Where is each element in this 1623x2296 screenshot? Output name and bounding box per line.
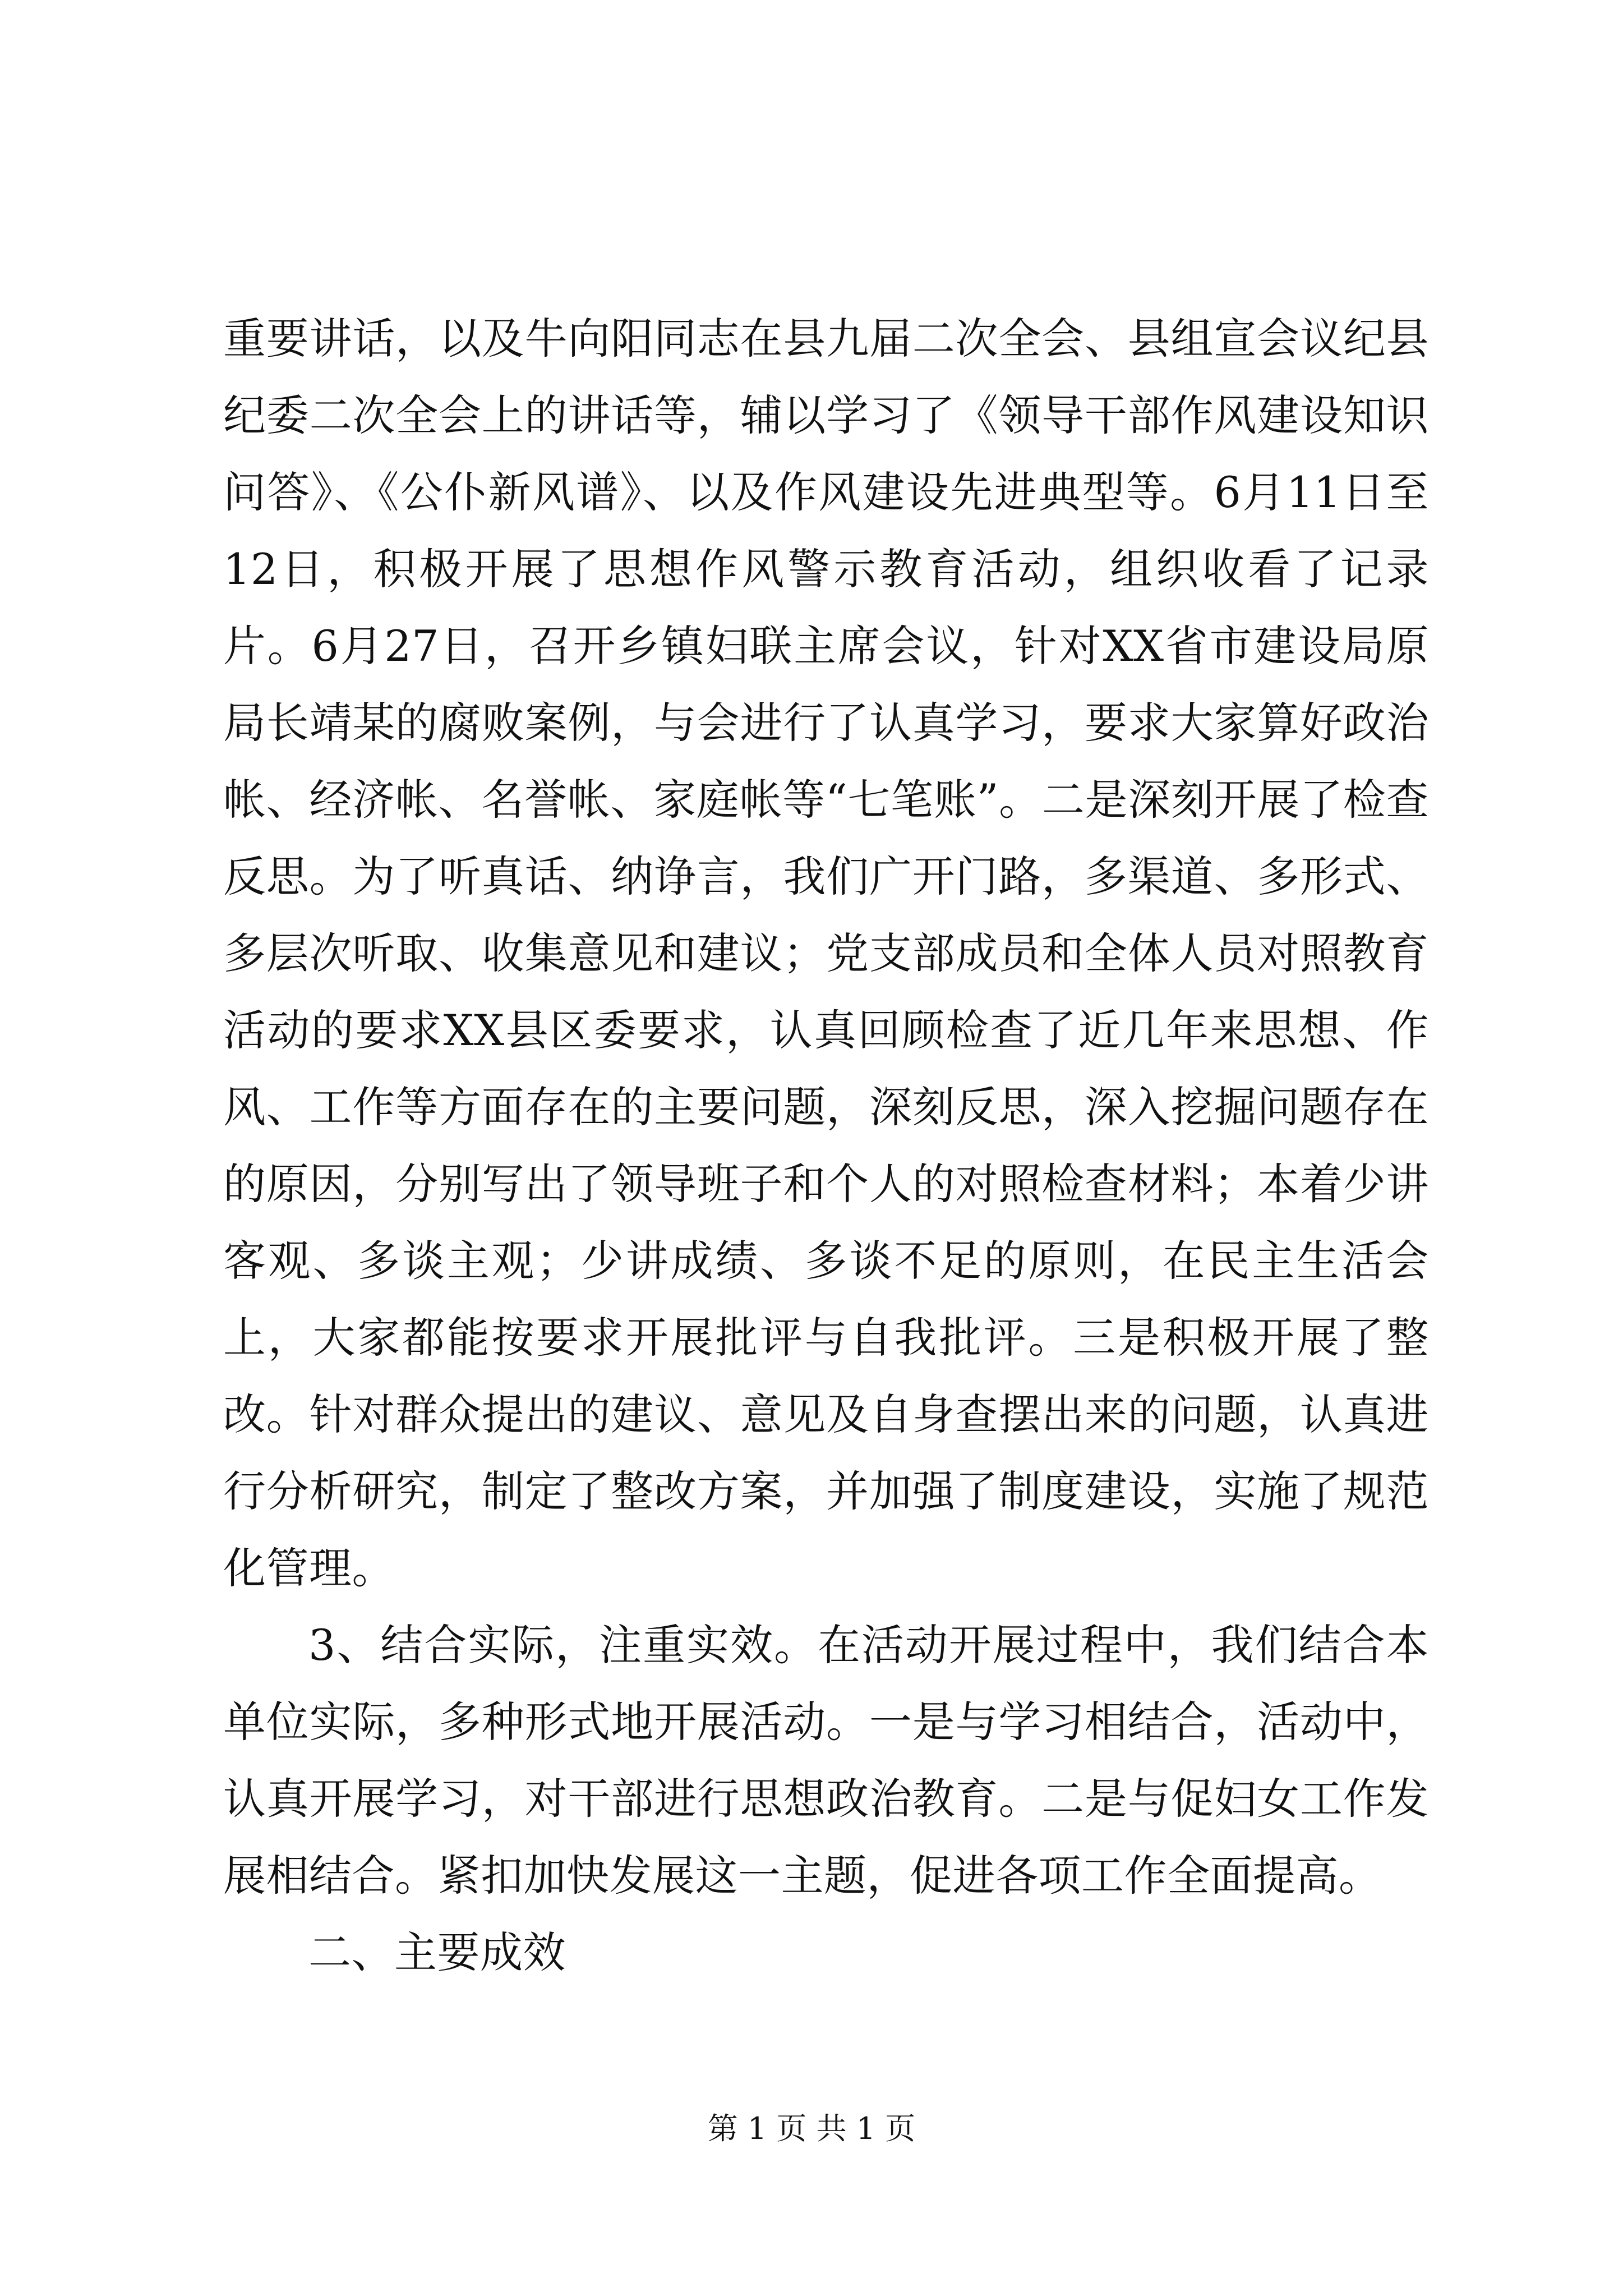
- page-footer: 第 1 页 共 1 页: [707, 2111, 916, 2146]
- document-body: [223, 300, 1429, 1991]
- paragraph-continuation: 重要讲话，以及牛向阳同志在县九届二次全会、县组宣会议纪县纪委二次全会上的讲话等，辅以学习了《领导干部作风建设知识问答》、《公仆新风谱》、以及作风建设先进典型等。6月11日至12日，积极开展了思想作风警示教育活动，组织收看了记录片。6月27日，召开乡镇妇联主席会议，针对XX省市建设局原局长靖某的腐败案例，与会进行了认真学习，要求大家算好政治帐、经济帐、名誉帐、家庭帐等“七笔账”。二是深刻开展了检查反思。为了听真话、纳诤言，我们广开门路，多渠道、多形式、多层次听取、收集意见和建议；党支部成员和全体人员对照教育活动的要求XX县区委要求，认真回顾检查了近几年来思想、作风、工作等方面存在的主要问题，深刻反思，深入挖掘问题存在的原因，分别写出了领导班子和个人的对照检查材料；本着少讲客观、多谈主观；少讲成绩、多谈不足的原则，在民主生活会上，大家都能按要求开展批评与自我批评。三是积极开展了整改。针对群众提出的建议、意见及自身查摆出来的问题，认真进行分析研究，制定了整改方案，并加强了制度建设，实施了规范化管理。: [223, 314, 1429, 1593]
- paragraph-point-3: 3、结合实际，注重实效。在活动开展过程中，我们结合本单位实际，多种形式地开展活动。一是与学习相结合，活动中，认真开展学习，对干部进行思想政治教育。二是与促妇女工作发展相结合。紧扣加快发展这一主题，促进各项工作全面提高。: [223, 1620, 1429, 1901]
- section-heading-main-results: 二、主要成效: [308, 1927, 566, 1977]
